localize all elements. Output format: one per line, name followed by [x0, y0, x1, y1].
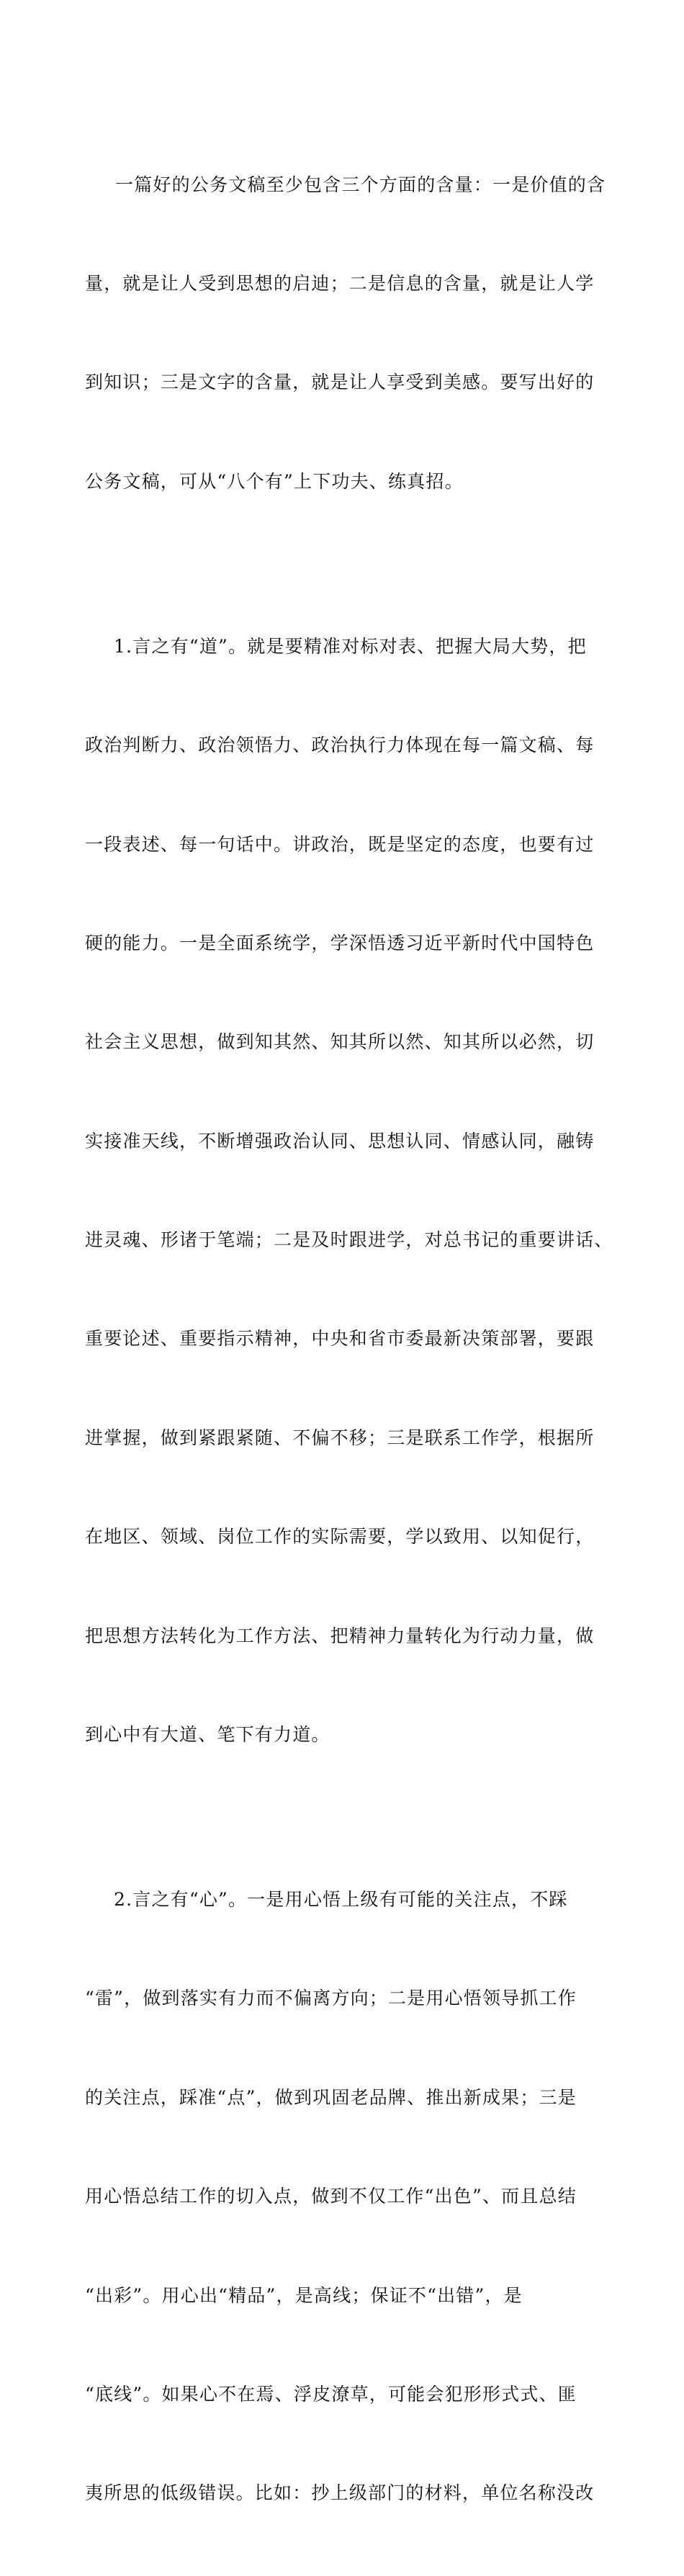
text-line: 进灵魂、形诸于笔端；二是及时跟进学，对总书记的重要讲话、: [85, 1229, 613, 1251]
text-line: 硬的能力。一是全面系统学，学深悟透习近平新时代中国特色: [85, 932, 595, 953]
text-line: 一篇好的公务文稿至少包含三个方面的含量：一是价值的含: [115, 174, 606, 195]
text-line: 政治判断力、政治领悟力、政治执行力体现在每一篇文稿、每: [85, 735, 595, 756]
text-line: 重要论述、重要指示精神，中央和省市委最新决策部署，要跟: [85, 1328, 595, 1350]
text-line: 夷所思的低级错误。比如：抄上级部门的材料，单位名称没改: [85, 2482, 595, 2504]
text-line: 在地区、领域、岗位工作的实际需要，学以致用、以知促行，: [85, 1526, 595, 1548]
document-body: [85, 102, 613, 2576]
text-line: 量，就是让人受到思想的启迪；二是信息的含量，就是让人学: [85, 272, 595, 294]
paragraph-dao: [85, 564, 613, 1817]
text-line: 实接准天线，不断增强政治认同、思想认同、情感认同，融铸: [85, 1130, 595, 1152]
text-line: 2.言之有“心”。一是用心悟上级有可能的关注点，不踩: [114, 1889, 568, 1911]
text-line: 的关注点，踩准“点”，做到巩固老品牌、推出新成果；三是: [85, 2086, 577, 2108]
text-line: “底线”。如果心不在焉、浮皮潦草，可能会犯形形式式、匪: [85, 2383, 577, 2405]
text-line: 公务文稿，可从“八个有”上下功夫、练真招。: [85, 470, 464, 492]
text-line: 进掌握，做到紧跟紧随、不偏不移；三是联系工作学，根据所: [85, 1427, 595, 1448]
text-line: 1.言之有“道”。就是要精准对标对表、把握大局大势，把: [114, 635, 587, 657]
text-line: 把思想方法转化为工作方法、把精神力量转化为行动力量，做: [85, 1625, 595, 1646]
text-line: 到知识；三是文字的含量，就是让人享受到美感。要写出好的: [85, 372, 595, 393]
text-line: 社会主义思想，做到知其然、知其所以然、知其所以必然，切: [85, 1031, 595, 1053]
text-line: 用心悟总结工作的切入点，做到不仅工作“出色”、而且总结: [85, 2186, 577, 2207]
text-line: “出彩”。用心出“精品”，是高线；保证不“出错”，是: [85, 2284, 523, 2306]
text-line: 一段表述、每一句话中。讲政治，既是坚定的态度，也要有过: [85, 833, 595, 855]
paragraph-xin: [85, 1817, 600, 2575]
text-line: “雷”，做到落实有力而不偏离方向；二是用心悟领导抓工作: [85, 1988, 577, 2009]
paragraph-intro: [85, 102, 606, 564]
text-line: 到心中有大道、笔下有力道。: [85, 1724, 330, 1746]
